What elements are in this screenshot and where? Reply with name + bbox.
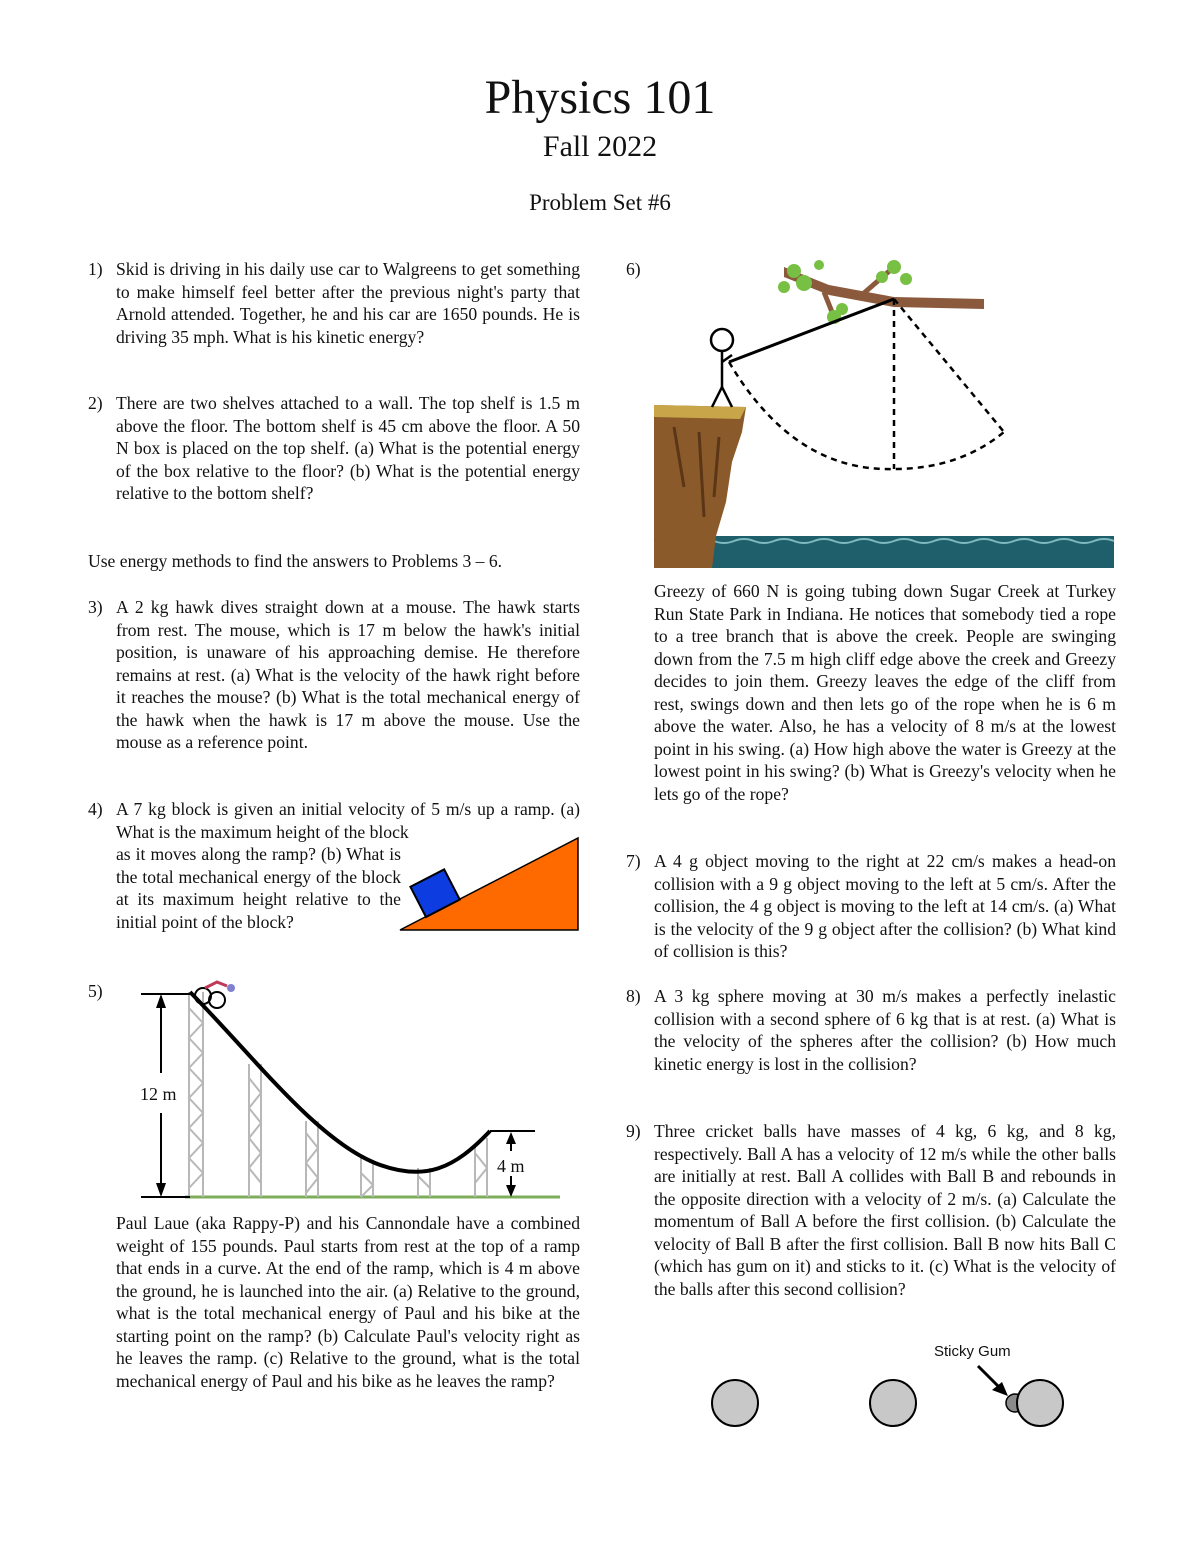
problem-text: A 4 g object moving to the right at 22 cm/s makes a head-on collision with a 9 g object moving to the left at 5 cm/s. After the collision, the 4 g object is moving to the left at 14 cm/s. (a) What is the velocity of the 9 g object after the collision? (b) What kind of collision is this? [654,851,1116,961]
problem-6 [654,580,1116,805]
creek-water [654,536,1114,568]
problem-2 [88,392,580,505]
problem-text: A 2 kg hawk dives straight down at a mouse. The hawk starts from rest. The mouse, which is 17 m below the hawk's initial position, is unaware of his approaching demise. He therefore remains at rest. (a) What is the velocity of the hawk right before it reaches the mouse? (b) What is the total mechanical energy of the hawk when the hawk is 17 m above the mouse. Use the mouse as a reference point. [116,597,580,752]
ramp-block-figure [396,836,586,936]
problem-5-number: 5) [88,981,103,1001]
problem-number: 4) [88,799,103,819]
problem-set-title: Problem Set #6 [529,190,671,215]
problem-number: 1) [88,259,103,279]
cricket-balls-figure [700,1338,1080,1428]
ball-c [1017,1380,1063,1426]
problem-text: A 3 kg sphere moving at 30 m/s makes a perfectly inelastic collision with a second sphere of 6 kg that is at rest. (a) What is the velocity of the spheres after the collision? (b) How much kinetic energy is lost in the collision? [654,986,1116,1074]
stick-figure-icon [711,329,733,407]
problem-text: Skid is driving in his daily use car to Walgreens to get something to make himself feel better after the previous night's party that Arnold attended. Together, he and his car are 1650 pounds. He is driving 35 mph. What is his kinetic energy? [116,259,580,347]
bike-ramp-figure [135,978,565,1208]
problem-8 [626,985,1116,1075]
problem-text-rest: as it moves along the ramp? (b) What is the total mechanical energy of the block at its maximum height relative to the initial point of the block? [116,844,401,932]
biker-icon [195,982,235,1008]
problem-3 [88,596,580,754]
ball-b [870,1380,916,1426]
problem-1 [88,258,580,348]
ramp-curve [190,992,490,1172]
rope-swing-figure [654,257,1116,569]
problem-text: Greezy of 660 N is going tubing down Sugar Creek at Turkey Run State Park in Indiana. He notices that somebody tied a rope to a tree branch that is above the creek. People are swinging down from the 7.5 m high cliff edge above the creek and Greezy decides to join them. Greezy leaves the edge of the cliff from rest, swings down and then lets go of the rope when he is 6 m above the water. Also, he has a velocity of 8 m/s at the lowest point in his swing. (a) How high above the water is Greezy at the lowest point in his swing? (b) What is Greezy's velocity when he lets go of the rope? [654,581,1116,804]
height-label-4m: 4 m [497,1156,525,1176]
problem-text: There are two shelves attached to a wall. The top shelf is 1.5 m above the floor. The bottom shelf is 45 cm above the floor. A 50 N box is placed on the top shelf. (a) What is the potential energy of the box relative to the floor? (b) What is the potential energy relative to the bottom shelf? [116,393,580,503]
height-label-12m: 12 m [140,1084,177,1104]
sticky-gum-label: Sticky Gum [934,1343,1011,1360]
energy-methods-note: Use energy methods to find the answers to Problems 3 – 6. [88,551,503,571]
problem-text: Paul Laue (aka Rappy-P) and his Cannondale have a combined weight of 155 pounds. Paul starts from rest at the top of a ramp that ends in a curve. At the end of the ramp, which is 4 m above the ground, he is launched into the air. (a) Relative to the ground, what is the total mechanical energy of Paul and his bike at the starting point on the ramp? (b) Calculate Paul's velocity right as he leaves the ramp. (c) Relative to the ground, what is the total mechanical energy of Paul and his bike as he leaves the ramp? [116,1213,580,1391]
course-title: Physics 101 [484,71,716,124]
problem-number: 9) [626,1121,641,1141]
problem-5 [116,1212,580,1392]
ball-a [712,1380,758,1426]
problem-6-number: 6) [626,259,641,279]
problem-number: 3) [88,597,103,617]
problem-text-top: A 7 kg block is given an initial velocity of 5 m/s up a ramp. (a) What is the maximum height of the block [116,799,580,842]
problem-9 [626,1120,1116,1300]
problem-number: 2) [88,393,103,413]
problem-number: 8) [626,986,641,1006]
problem-number: 7) [626,851,641,871]
term-title: Fall 2022 [542,130,658,163]
rope [729,299,894,362]
problem-7 [626,850,1116,963]
problem-text: Three cricket balls have masses of 4 kg, 6 kg, and 8 kg, respectively. Ball A has a velocity of 12 m/s while the other balls are initially at rest. Ball A collides with Ball B and rebounds in the opposite direction with a velocity of 2 m/s. (a) Calculate the momentum of Ball A before the first collision. (b) Calculate the velocity of Ball B after the first collision. Ball B now hits Ball C (which has gum on it) and sticks to it. (c) What is the velocity of the balls after this second collision? [654,1121,1116,1299]
